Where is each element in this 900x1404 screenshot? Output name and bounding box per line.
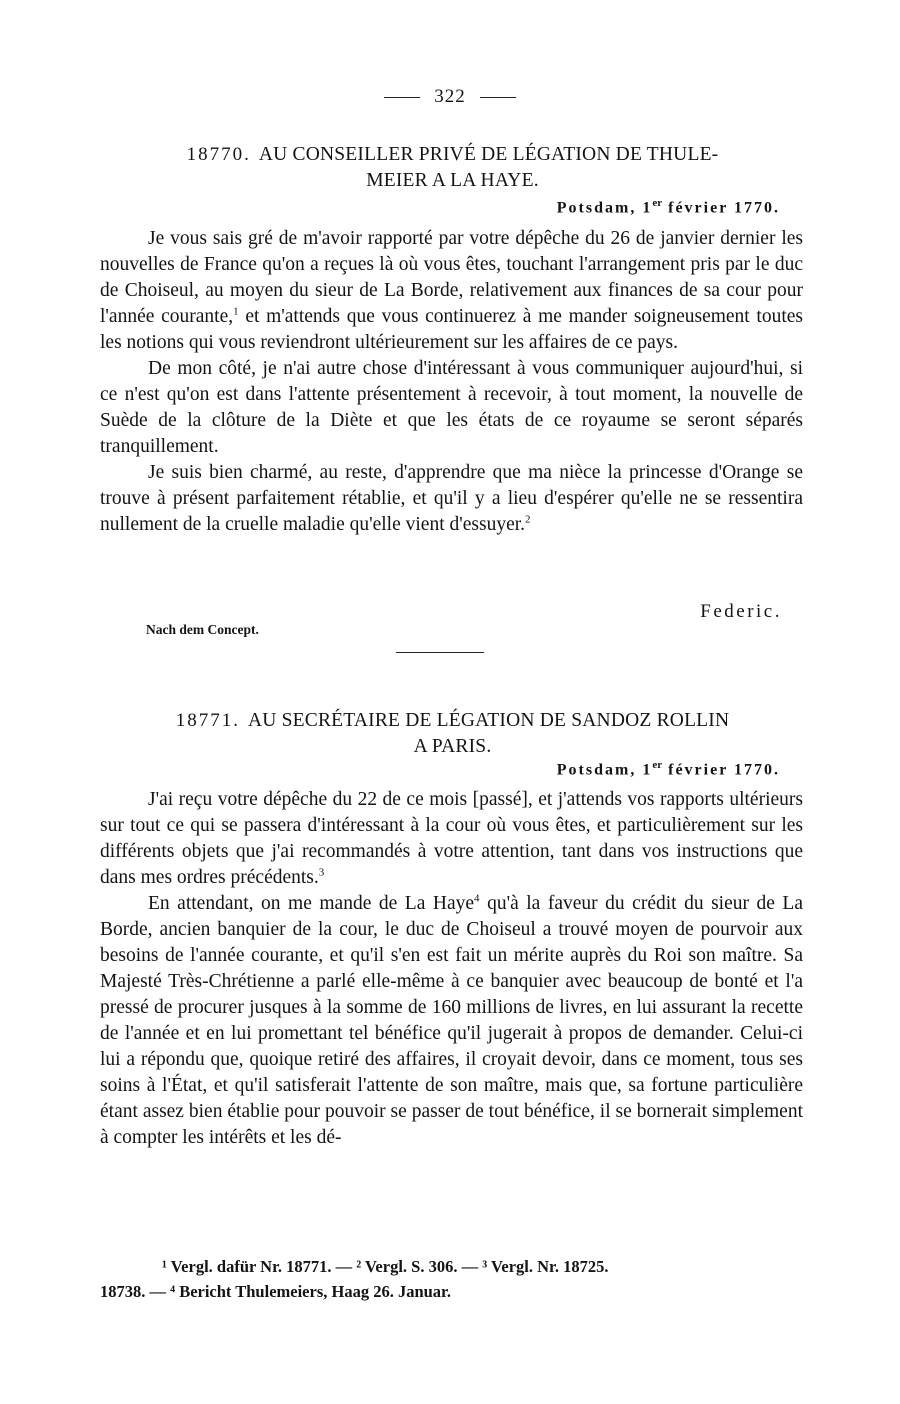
footnote-mark[interactable]: 4	[474, 892, 480, 905]
date-place: Potsdam,	[556, 761, 637, 779]
paragraph	[100, 787, 803, 891]
paragraph-text: J'ai reçu votre dépêche du 22 de ce mois [passé], et j'attends vos rapports ultérieurs sur tout ce qui se passera d'intéressant à la cour où vous êtes, et particulièrement sur les différents objets que j'ai recommandés à votre attention, tant dans vos instructions que dans mes ordres précédents.	[100, 789, 803, 888]
footnote-line: ¹ Vergl. dafür Nr. 18771. — ² Vergl. S. 306. — ³ Vergl. Nr. 18725.	[162, 1257, 609, 1276]
paragraph-text: Je suis bien charmé, au reste, d'apprendre que ma nièce la princesse d'Orange se trouve à présent parfaitement rétablie, et qu'il y a lieu d'espérer qu'elle ne se ressentira nullement de la cruelle maladie qu'elle vient d'essuyer.	[100, 462, 803, 535]
date-day: 1	[642, 761, 653, 779]
page-number-dash-right	[480, 97, 516, 98]
paragraph	[100, 891, 803, 1151]
source-note: Nach dem Concept.	[146, 622, 259, 637]
paragraph-text: qu'à la faveur du crédit du sieur de La Borde, ancien banquier de la cour, le duc de Choiseul a trouvé moyen de pourvoir aux besoins de l'année courante, et qu'il s'en est fait un mérite auprès du Roi son maître. Sa Majesté Très-Chrétienne a parlé elle-même à ce banquier avec beaucoup de bonté et l'a pressé de procurer jusques à la somme de 160 millions de livres, en lui assurant la recette de l'année et en lui promettant tel bénéfice qu'il jugerait à propos de demander. Celui-ci lui a répondu que, quoique retiré des affaires, il croyait devoir, dans ce moment, tous ses soins à l'État, et qu'il satisferait l'attente de son maître, mais que, sa fortune particulière étant assez bien établie pour pouvoir se passer de tout bénéfice, il se bornerait simplement à compter les intérêts et les dé-	[100, 893, 804, 1148]
letter-heading-line: MEIER A LA HAYE.	[366, 170, 539, 191]
letter-separator	[396, 652, 484, 653]
footnotes	[100, 1254, 805, 1304]
footnote-mark[interactable]: 3	[318, 866, 325, 879]
letter-heading-18771	[100, 708, 805, 760]
letter-number: 18771.	[175, 710, 240, 731]
letter-heading-line: A PARIS.	[413, 736, 492, 757]
dateline-18770	[557, 197, 780, 217]
date-rest: février 1770.	[668, 199, 780, 217]
dateline-18771	[557, 759, 780, 779]
letter-body-18771	[100, 787, 803, 1151]
paragraph	[100, 460, 803, 538]
letter-number: 18770.	[186, 144, 251, 165]
page-number-dash-left	[384, 97, 420, 98]
letter-heading-18770	[100, 142, 805, 194]
footnote-mark[interactable]: 2	[525, 513, 531, 526]
page-number	[0, 86, 900, 108]
page-number-text: 322	[434, 86, 466, 107]
signature: Federic.	[700, 601, 782, 622]
paragraph	[100, 356, 803, 460]
date-rest: février 1770.	[668, 761, 780, 779]
date-day: 1	[642, 199, 653, 217]
paragraph-text: De mon côté, je n'ai autre chose d'intéressant à vous communiquer aujourd'hui, si ce n'est qu'on est dans l'attente présentement à recevoir, à tout moment, la nouvelle de Suède de la clôture de la Diète et que les états de ce royaume se seront séparés tranquillement.	[100, 358, 803, 457]
date-sup: er	[652, 759, 663, 771]
date-sup: er	[652, 197, 663, 209]
paragraph-text: En attendant, on me mande de La Haye	[148, 893, 475, 914]
paragraph	[100, 226, 803, 356]
paragraph-text: et m'attends que vous continuerez à me mander soigneusement toutes les notions qui vous reviendront ultérieurement sur les affaires de ce pays.	[100, 306, 803, 353]
letter-heading-line: AU CONSEILLER PRIVÉ DE LÉGATION DE THULE-	[258, 144, 719, 165]
footnote-mark[interactable]: 1	[233, 305, 239, 318]
paragraph-text: Je vous sais gré de m'avoir rapporté par votre dépêche du 26 de janvier dernier les nouvelles de France qu'on a reçues là où vous êtes, touchant l'arrangement pris par le duc de Choiseul, au moyen du sieur de La Borde, relativement aux finances de sa cour pour l'année courante,	[100, 228, 803, 327]
footnote-line: 18738. — ⁴ Bericht Thulemeiers, Haag 26. Januar.	[100, 1282, 451, 1301]
letter-body-18770	[100, 226, 803, 538]
date-place: Potsdam,	[556, 199, 637, 217]
letter-heading-line: AU SECRÉTAIRE DE LÉGATION DE SANDOZ ROLLIN	[247, 710, 730, 731]
